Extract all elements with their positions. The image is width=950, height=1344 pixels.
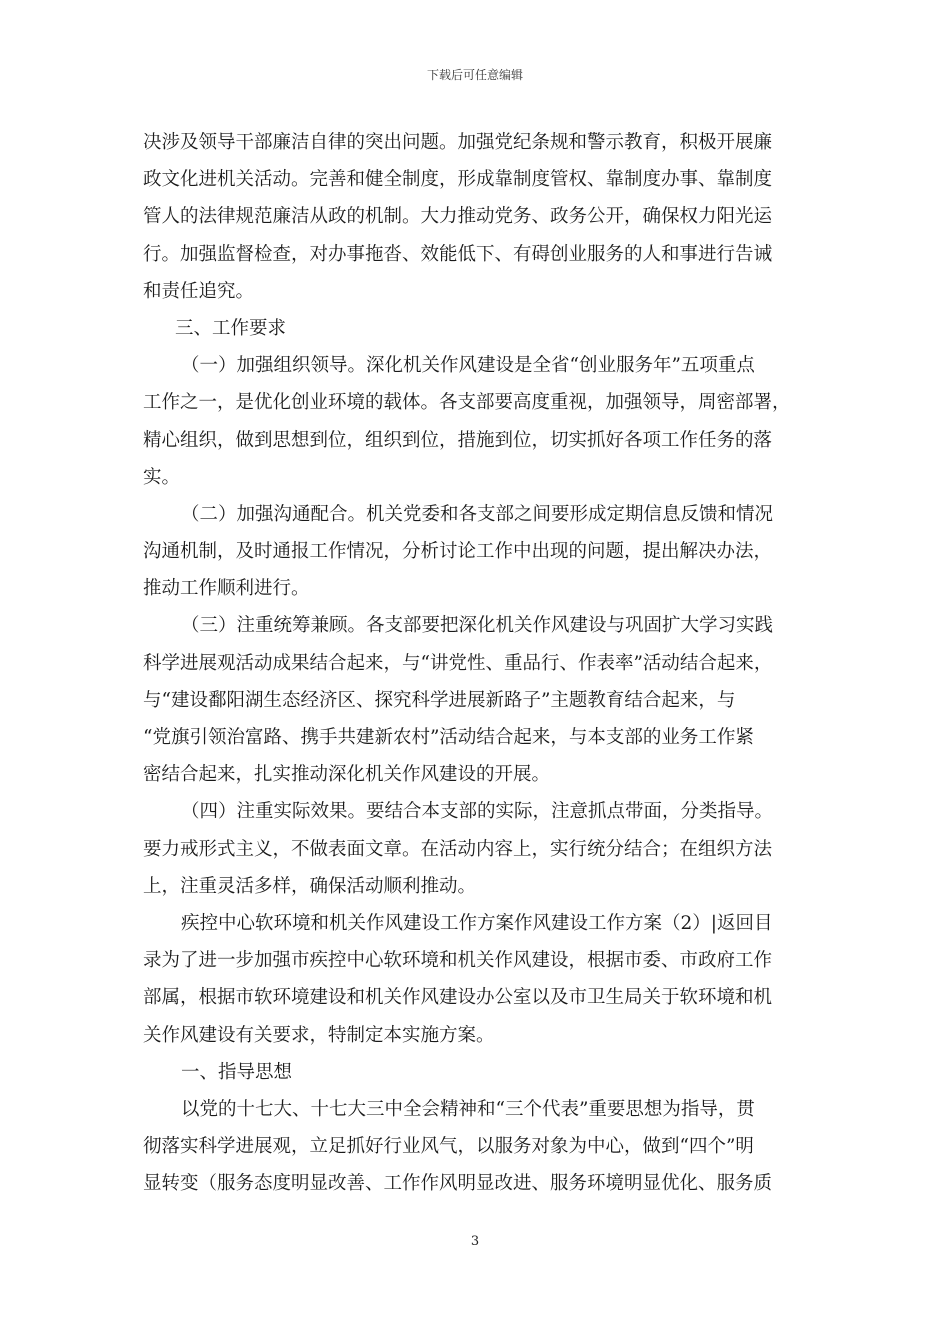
text-line: 部属，根据市软环境建设和机关作风建设办公室以及市卫生局关于软环境和机 [143,987,773,1009]
text-line: （二）加强沟通配合。机关党委和各支部之间要形成定期信息反馈和情况 [181,503,774,525]
text-line: （一）加强组织领导。深化机关作风建设是全省“创业服务年”五项重点 [181,355,755,377]
page-header: 下载后可任意编辑 [426,68,523,82]
text-line: 要力戒形式主义，不做表面文章。在活动内容上，实行统分结合；在组织方法 [143,838,773,860]
text-line: 推动工作顺利进行。 [143,578,310,600]
text-line: 三、工作要求 [175,317,287,339]
text-line: 与“建设鄱阳湖生态经济区、探究科学进展新路子”主题教育结合起来，与 [143,689,736,711]
text-line: （四）注重实际效果。要结合本支部的实际，注意抓点带面，分类指导。 [181,801,774,823]
text-line: 精心组织，做到思想到位，组织到位，措施到位，切实抓好各项工作任务的落 [143,429,773,451]
text-line: 科学进展观活动成果结合起来，与“讲党性、重品行、作表率”活动结合起来， [143,652,773,674]
text-line: 决涉及领导干部廉洁自律的突出问题。加强党纪条规和警示教育，积极开展廉 [143,132,773,153]
text-line: 疾控中心软环境和机关作风建设工作方案作风建设工作方案（2）|返回目 [181,912,773,934]
text-line: 密结合起来，扎实推动深化机关作风建设的开展。 [143,764,551,786]
page-number: 3 [470,1234,480,1249]
text-line: 以党的十七大、十七大三中全会精神和“三个代表”重要思想为指导，贯 [181,1098,755,1120]
text-line: 上，注重灵活多样，确保活动顺利推动。 [143,875,477,897]
text-line: 管人的法律规范廉洁从政的机制。大力推动党务、政务公开，确保权力阳光运 [143,206,773,228]
text-line: 显转变（服务态度明显改善、工作作风明显改进、服务环境明显优化、服务质 [143,1173,773,1195]
text-line: “党旗引领治富路、携手共建新农村”活动结合起来，与本支部的业务工作紧 [143,727,754,748]
text-line: 工作之一，是优化创业环境的载体。各支部要高度重视，加强领导，周密部署， [143,392,791,414]
text-line: （三）注重统筹兼顾。各支部要把深化机关作风建设与巩固扩大学习实践 [181,615,774,637]
text-line: 沟通机制，及时通报工作情况，分析讨论工作中出现的问题，提出解决办法， [143,541,773,563]
text-line: 一、指导思想 [181,1061,293,1083]
text-line: 实。 [143,466,181,488]
text-line: 政文化进机关活动。完善和健全制度，形成靠制度管权、靠制度办事、靠制度 [143,169,773,191]
text-line: 彻落实科学进展观，立足抓好行业风气，以服务对象为中心，做到“四个”明 [143,1136,754,1158]
document-body [143,124,823,1202]
text-line: 关作风建设有关要求，特制定本实施方案。 [143,1024,495,1046]
text-line: 录为了进一步加强市疾控中心软环境和机关作风建设，根据市委、市政府工作 [143,950,773,972]
text-line: 和责任追究。 [143,280,255,302]
text-line: 行。加强监督检查，对办事拖沓、效能低下、有碍创业服务的人和事进行告诫 [143,243,773,265]
